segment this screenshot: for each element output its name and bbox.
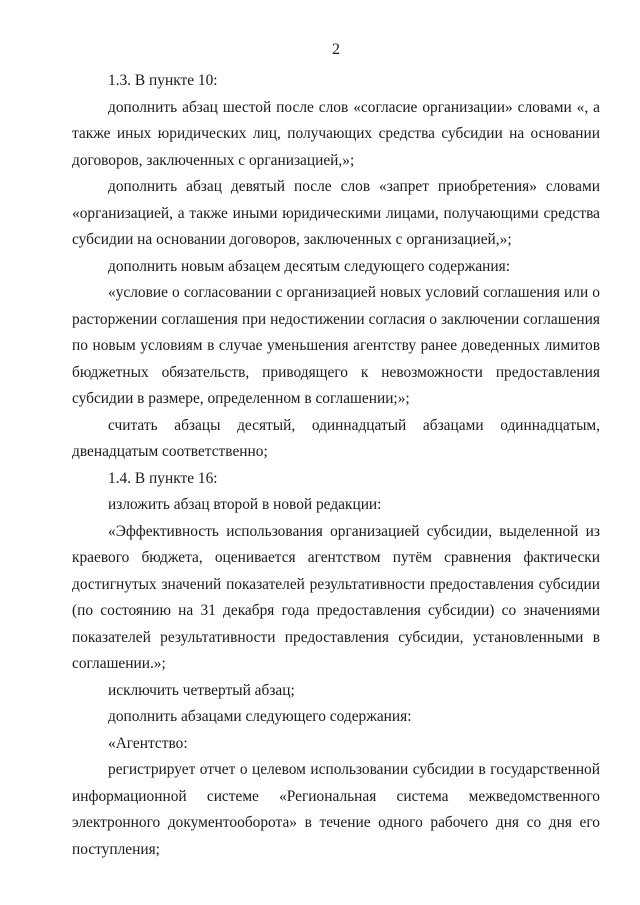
paragraph-quoted-condition: «условие о согласовании с организацией новых условий соглашения или о расторжении соглашения при недостижении согласия о заключении соглашения по новым условиям в случае уменьшения агентству ранее доведенных лимитов бюджетных обязательств, приводящего к невозможности предоставления субсидии в размере, определенном в соглашении;»; bbox=[72, 284, 600, 407]
page-number: 2 bbox=[332, 41, 340, 58]
paragraph-add-following: дополнить абзацами следующего содержания: bbox=[108, 708, 412, 725]
paragraph-registers-report: регистрирует отчет о целевом использовании субсидии в государственной информационной системе «Региональная система межведомственного электронного документооборота» в течение одного рабочего дня со дня его поступления; bbox=[72, 761, 600, 858]
paragraph-quoted-efficiency: «Эффективность использования организацией субсидии, выделенной из краевого бюджета, оценивается агентством путём сравнения фактически достигнутых значений показателей результативности предоставления субсидии (по состоянию на 31 декабря года предоставления субсидии) со значениями показателей результативности предоставления субсидии, установленными в соглашении.»; bbox=[72, 522, 600, 672]
paragraph-exclude-fourth: исключить четвертый абзац; bbox=[108, 681, 295, 699]
paragraph-1-3-heading: 1.3. В пункте 10: bbox=[108, 72, 218, 89]
paragraph-amend-ninth: дополнить абзац девятый после слов «запрет приобретения» словами «организацией, а также иными юридическими лицами, получающими средства субсидии на основании договоров, заключенных с организацией,»; bbox=[72, 178, 600, 248]
paragraph-agency: «Агентство: bbox=[108, 734, 188, 752]
paragraph-renumber: считать абзацы десятый, одиннадцатый абзацами одиннадцатым, двенадцатым соответственно; bbox=[72, 416, 600, 460]
document-body bbox=[72, 68, 600, 863]
paragraph-add-tenth: дополнить новым абзацем десятым следующего содержания: bbox=[108, 257, 511, 275]
paragraph-1-4-heading: 1.4. В пункте 16: bbox=[108, 469, 218, 487]
paragraph-amend-sixth: дополнить абзац шестой после слов «согласие организации» словами «, а также иных юридических лиц, получающих средства субсидии на основании договоров, заключенных с организацией,»; bbox=[72, 98, 600, 169]
paragraph-second-new-edition: изложить абзац второй в новой редакции: bbox=[108, 496, 382, 513]
